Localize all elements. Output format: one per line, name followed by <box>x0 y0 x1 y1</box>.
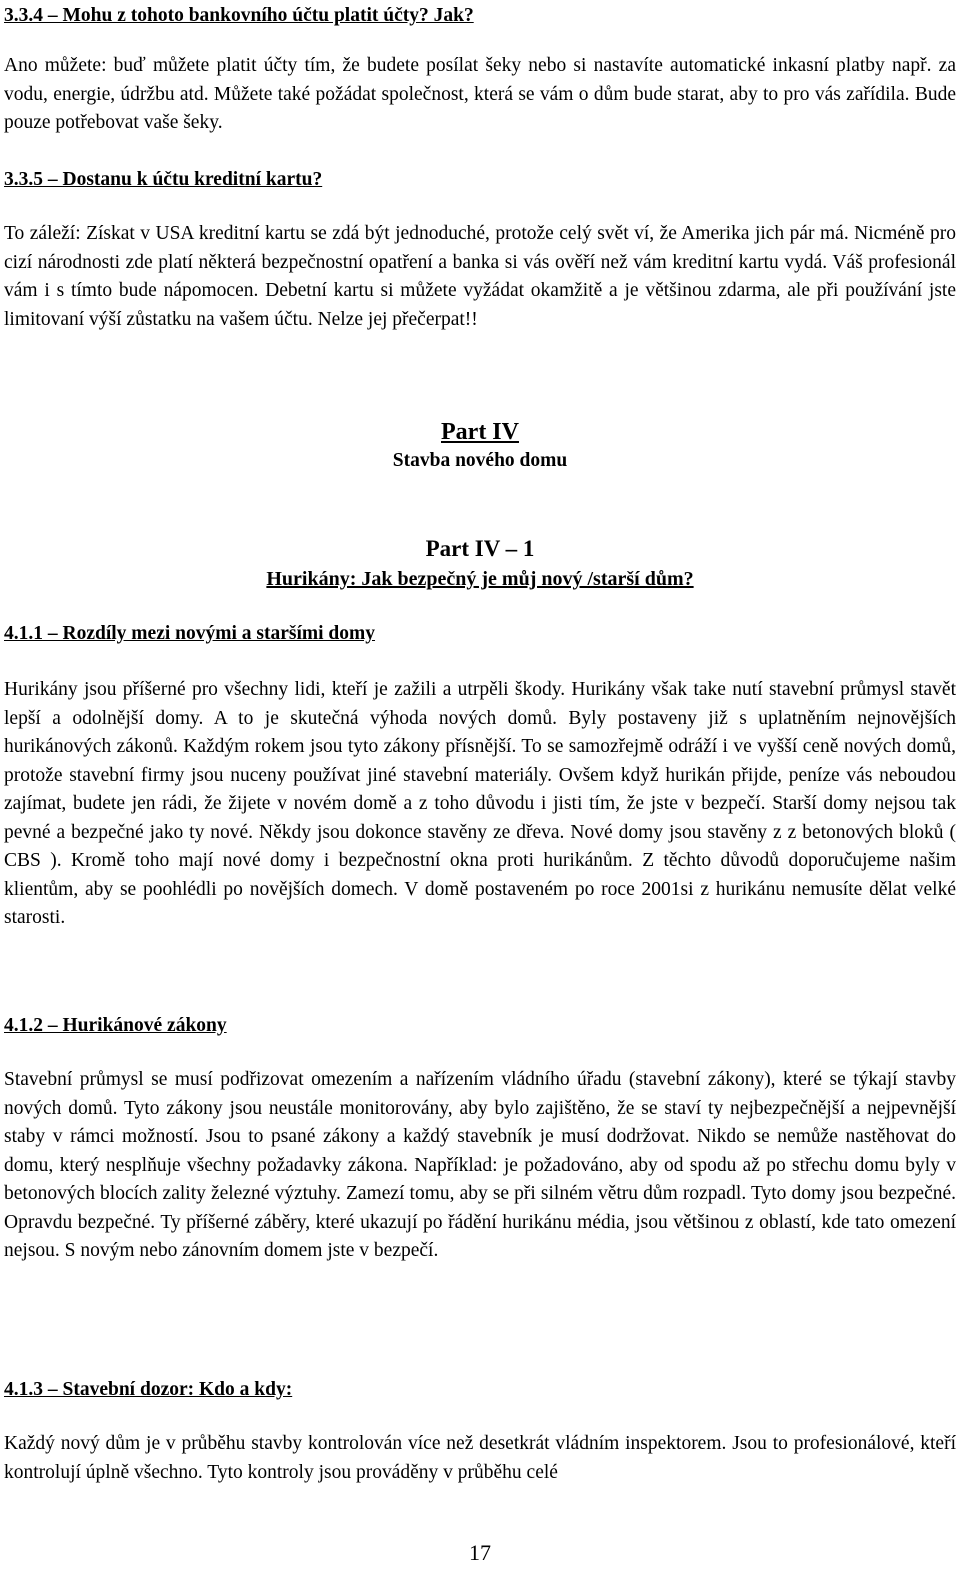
part-subtitle: Stavba nového domu <box>392 450 568 471</box>
section-text-3-3-5: To záleží: Získat v USA kreditní kartu se zdá být jednoduché, protože celý svět ví, že Amerika jich pár má. Nicméně pro cizí národnosti zde platí některá bezpečnostní opatření a banka si vás ověří než vám kreditní kartu vydá. Váš profesionál vám i s tímto bude nápomocen. Debetní kartu si můžete vyžádat okamžitě a je většinou zdarma, ale při používání jste limitovaní výší zůstatku na vašem účtu. Nelze jej přečerpat!! <box>4 223 956 330</box>
part-title: Part IV <box>441 419 519 445</box>
section-heading-3-3-5: 3.3.5 – Dostanu k účtu kreditní kartu? <box>4 169 323 190</box>
section-text-4-1-2: Stavební průmysl se musí podřizovat omezením a nařízením vládního úřadu (stavební zákony), které se týkají stavby nových domů. Tyto zákony jsou neustále monitorovány, aby bylo zajištěno, že se staví ty nejbezpečnější a nejpevnější staby v rámci možností. Jsou to psané zákony a každý stavebník je musí dodržovat. Nikdo se nemůže nastěhovat do domu, který nesplňuje všechny požadavky zákona. Například: je požadováno, aby od spodu až po střechu domu byly v betonových blocích zality železné výztuhy. Zamezí tomu, aby se při silném větru dům rozpadl. Tyto domy jsou bezpečné. Opravdu bezpečné. Ty příšerné záběry, které ukazují po řádění hurikánu média, jsou většinou z oblastí, kde tato omezení nejsou. S novým nebo zánovním domem jste v bezpečí. <box>4 1069 956 1261</box>
section-text-3-3-4: Ano můžete: buď můžete platit účty tím, že budete posílat šeky nebo si nastavíte automatické inkasní platby např. za vodu, energie, údržbu atd. Můžete také požádat společnost, která se vám o dům bude starat, aby to pro vás zařídila. Bude pouze potřebovat vaše šeky. <box>4 55 956 133</box>
section-heading-4-1-1: 4.1.1 – Rozdíly mezi novými a staršími domy <box>4 623 376 644</box>
section-text-4-1-1: Hurikány jsou příšerné pro všechny lidi, kteří je zažili a utrpěli škody. Hurikány však take nutí stavební průmysl stavět lepší a odolnější domy. A to je skutečná výhoda nových domů. Byly postaveny již s uplatněním nejnovějších hurikánových zákonů. Každým rokem jsou tyto zákony přísnější. To se samozřejmě odráží i ve vyšší ceně nových domů, protože stavební firmy jsou nuceny používat jiné stavební materiály. Ovšem když hurikán přijde, peníze vás neboudou zajímat, budete jen rádi, že žijete v novém domě a z toho důvodu i jisti tím, že jste v bezpečí. Starší domy nejsou tak pevné a bezpečné jako ty nové. Někdy jsou dokonce stavěny ze dřeva. Nové domy jsou stavěny z z betonových bloků ( CBS ). Kromě toho mají nové domy i bezpečnostní okna proti hurikánům. Z těchto důvodů doporučujeme našim klientům, aby se poohlédli po novějších domech. V domě postaveném po roce 2001si z hurikánu nemusíte dělat velké starosti. <box>4 679 956 928</box>
section-text-4-1-3: Každý nový dům je v průběhu stavby kontrolován více než desetkrát vládním inspektorem. Jsou to profesionálové, kteří kontrolují úplně všechno. Tyto kontroly jsou prováděny v průběhu celé <box>4 1433 956 1483</box>
page-number: 17 <box>469 1540 491 1565</box>
section-heading-4-1-2: 4.1.2 – Hurikánové zákony <box>4 1015 227 1036</box>
chapter-subtitle: Hurikány: Jak bezpečný je můj nový /starší dům? <box>266 568 694 590</box>
section-heading-4-1-3: 4.1.3 – Stavební dozor: Kdo a kdy: <box>4 1379 293 1400</box>
chapter-title: Part IV – 1 <box>425 536 535 561</box>
section-heading-3-3-4: 3.3.4 – Mohu z tohoto bankovního účtu platit účty? Jak? <box>4 5 474 26</box>
